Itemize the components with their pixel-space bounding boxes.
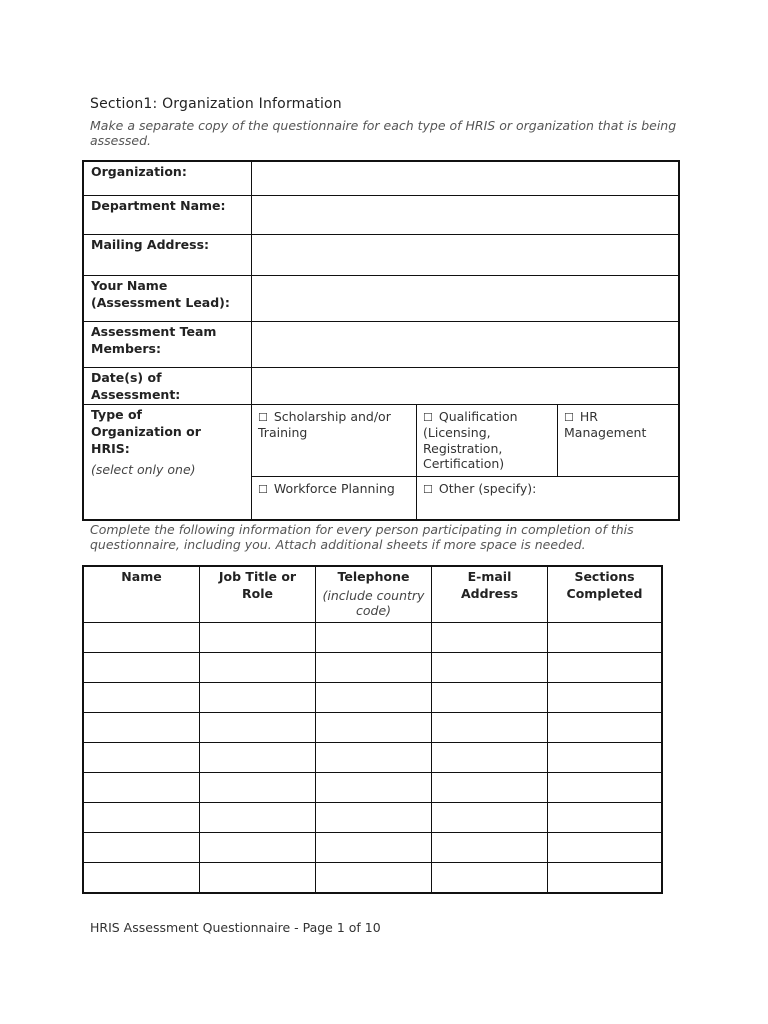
header-telephone-sub: (include country code)	[322, 588, 425, 618]
email-cell[interactable]	[432, 653, 548, 683]
name-cell[interactable]	[83, 683, 200, 713]
option-hr-management-label: HR Management	[564, 408, 647, 440]
telephone-cell[interactable]	[316, 713, 432, 743]
team-label-line2: Members:	[91, 340, 161, 356]
checkbox-icon[interactable]: ☐	[258, 482, 268, 496]
your-name-field[interactable]	[252, 275, 680, 321]
table-row	[83, 743, 662, 773]
sections-cell[interactable]	[548, 833, 663, 863]
header-telephone	[316, 566, 432, 623]
table-row	[83, 623, 662, 653]
sections-cell[interactable]	[548, 683, 663, 713]
name-cell[interactable]	[83, 803, 200, 833]
section-intro: Make a separate copy of the questionnaire for each type of HRIS or organization that is being assessed.	[90, 118, 677, 148]
header-email-line2: Address	[460, 586, 519, 601]
type-hint: (select only one)	[91, 461, 196, 477]
telephone-cell[interactable]	[316, 863, 432, 894]
email-cell[interactable]	[432, 743, 548, 773]
name-cell[interactable]	[83, 623, 200, 653]
organization-label: Organization:	[83, 161, 252, 195]
job-title-cell[interactable]	[200, 653, 316, 683]
option-scholarship[interactable]	[252, 404, 417, 476]
dates-label-line1: Date(s) of	[91, 369, 162, 385]
header-sections-line1: Sections	[574, 569, 635, 584]
mailing-address-field[interactable]	[252, 234, 680, 275]
participants-body	[83, 623, 662, 894]
header-telephone-label: Telephone	[337, 569, 410, 584]
dates-label-line2: Assessment:	[91, 386, 181, 402]
section-title: Section1: Organization Information	[90, 96, 342, 112]
option-workforce-planning[interactable]	[252, 476, 417, 520]
telephone-cell[interactable]	[316, 743, 432, 773]
name-cell[interactable]	[83, 773, 200, 803]
table-row	[83, 863, 662, 894]
option-qualification[interactable]	[417, 404, 558, 476]
email-cell[interactable]	[432, 773, 548, 803]
name-cell[interactable]	[83, 653, 200, 683]
table-row	[83, 683, 662, 713]
email-cell[interactable]	[432, 833, 548, 863]
organization-info-table	[82, 160, 680, 521]
checkbox-icon[interactable]: ☐	[564, 410, 574, 424]
telephone-cell[interactable]	[316, 653, 432, 683]
name-cell[interactable]	[83, 743, 200, 773]
header-job-title-line1: Job Title or	[218, 569, 297, 584]
department-field[interactable]	[252, 195, 680, 234]
header-job-title	[200, 566, 316, 623]
checkbox-icon[interactable]: ☐	[423, 410, 433, 424]
telephone-cell[interactable]	[316, 833, 432, 863]
job-title-cell[interactable]	[200, 683, 316, 713]
team-label-line1: Assessment Team	[91, 323, 217, 339]
participants-header-row	[83, 566, 662, 623]
option-other[interactable]	[417, 476, 680, 520]
email-cell[interactable]	[432, 803, 548, 833]
email-cell[interactable]	[432, 623, 548, 653]
sections-cell[interactable]	[548, 863, 663, 894]
email-cell[interactable]	[432, 683, 548, 713]
type-label-line1: Type of	[91, 406, 142, 422]
telephone-cell[interactable]	[316, 773, 432, 803]
table-row	[83, 653, 662, 683]
sections-cell[interactable]	[548, 743, 663, 773]
telephone-cell[interactable]	[316, 683, 432, 713]
dates-label	[83, 367, 252, 404]
page-footer: HRIS Assessment Questionnaire - Page 1 of 10	[90, 920, 381, 935]
header-sections	[548, 566, 663, 623]
checkbox-icon[interactable]: ☐	[423, 482, 433, 496]
sections-cell[interactable]	[548, 803, 663, 833]
telephone-cell[interactable]	[316, 623, 432, 653]
dates-field[interactable]	[252, 367, 680, 404]
table-row	[83, 773, 662, 803]
mailing-address-label: Mailing Address:	[83, 234, 252, 275]
name-cell[interactable]	[83, 713, 200, 743]
option-hr-management[interactable]	[558, 404, 680, 476]
telephone-cell[interactable]	[316, 803, 432, 833]
header-sections-line2: Completed	[566, 586, 643, 601]
option-scholarship-label: Scholarship and/or Training	[258, 408, 391, 440]
option-other-label: Other (specify):	[438, 480, 537, 496]
sections-cell[interactable]	[548, 623, 663, 653]
your-name-label	[83, 275, 252, 321]
header-email-line1: E-mail	[467, 569, 512, 584]
sections-cell[interactable]	[548, 653, 663, 683]
organization-field[interactable]	[252, 161, 680, 195]
your-name-label-line2: (Assessment Lead):	[91, 294, 230, 310]
type-label-line2: Organization or	[91, 423, 201, 439]
header-email	[432, 566, 548, 623]
participants-note: Complete the following information for every person participating in completion of this questionnaire, including you. Attach additional sheets if more space is needed.	[90, 522, 634, 552]
department-label: Department Name:	[83, 195, 252, 234]
header-job-title-line2: Role	[242, 586, 273, 601]
sections-cell[interactable]	[548, 773, 663, 803]
participants-table	[82, 565, 663, 894]
job-title-cell[interactable]	[200, 863, 316, 894]
table-row	[83, 803, 662, 833]
option-workforce-label: Workforce Planning	[273, 480, 395, 496]
type-label-line3: HRIS:	[91, 440, 130, 456]
job-title-cell[interactable]	[200, 773, 316, 803]
assessment-team-label	[83, 321, 252, 367]
job-title-cell[interactable]	[200, 713, 316, 743]
job-title-cell[interactable]	[200, 623, 316, 653]
assessment-team-field[interactable]	[252, 321, 680, 367]
name-cell[interactable]	[83, 833, 200, 863]
email-cell[interactable]	[432, 863, 548, 894]
table-row	[83, 833, 662, 863]
checkbox-icon[interactable]: ☐	[258, 410, 268, 424]
sections-cell[interactable]	[548, 713, 663, 743]
job-title-cell[interactable]	[200, 743, 316, 773]
name-cell[interactable]	[83, 863, 200, 894]
job-title-cell[interactable]	[200, 803, 316, 833]
your-name-label-line1: Your Name	[91, 277, 168, 293]
option-qualification-label: Qualification (Licensing, Registration, Certification)	[423, 408, 518, 471]
email-cell[interactable]	[432, 713, 548, 743]
table-row	[83, 713, 662, 743]
type-label	[83, 404, 252, 520]
header-name: Name	[83, 566, 200, 623]
job-title-cell[interactable]	[200, 833, 316, 863]
